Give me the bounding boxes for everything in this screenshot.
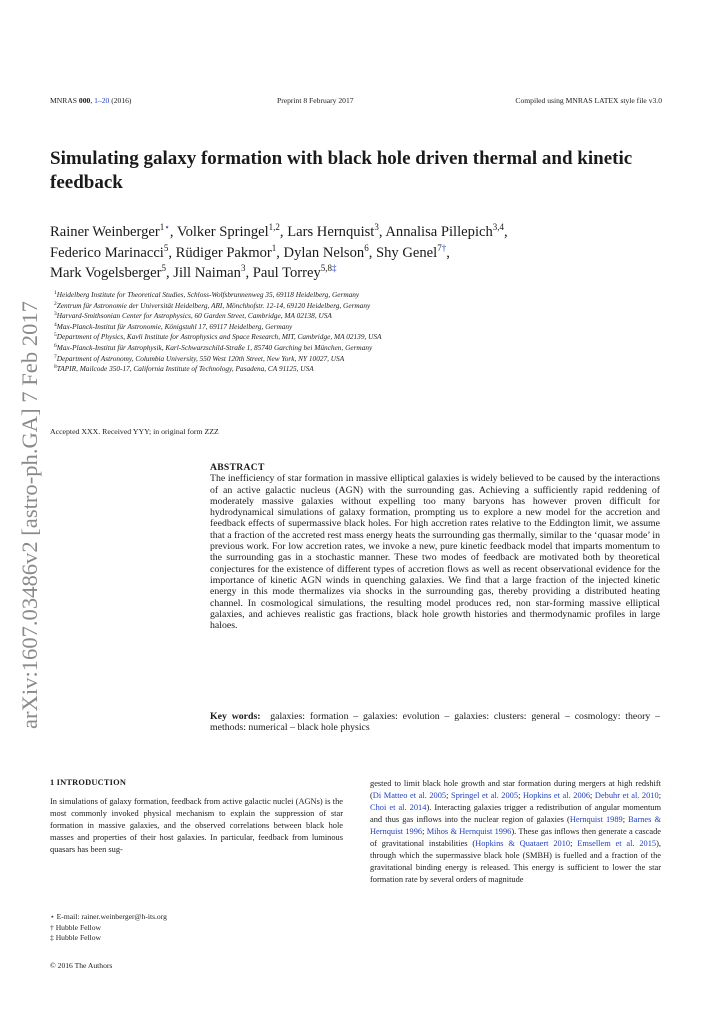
- affiliation-item: $^2$Zentrum für Astronomie der Universität Heidelberg, ARI, Mönchhofstr. 12-14, 69120 Heidelberg, Germany: [54, 300, 371, 310]
- intro-column-right: gested to limit black hole growth and star formation during mergers at high redshift (Di Matteo et al. 2005; Springel et al. 2005; Hopkins et al. 2006; Debuhr et al. 2010; Choi et al. 2014). Interacting galaxies trigger a redistribution of angular momentum and thus gas inflows into the nuclear region of galaxies (Hernquist 1989; Barnes & Hernquist 1996; Mihos & Hernquist 1996). These gas inflows then generate a cascade of gravitational instabilities (Hopkins & Quataert 2010; Emsellem et al. 2015), through which the supermassive black hole (SMBH) is fuelled and a fraction of the gravitational binding energy is released. This energy is sufficient to lower the star formation rate by several orders of magnitude: [370, 779, 662, 884]
- author-list: Rainer Weinberger$^{1⋆}$, Volker Springel$^{1,2}$, Lars Hernquist$^3$, Annalisa Pillepich$^{3,4}$, Federico Marinacci$^5$, Rüdiger Pakmor$^1$, Dylan Nelson$^6$, Shy Genel$^{7\dagger}$, Mark Vogelsberger$^5$, Jill Naiman$^3$, Paul Torrey$^{5,8\ddagger}$: [50, 222, 508, 281]
- arxiv-stamp: arXiv:1607.03486v2 [astro-ph.GA] 7 Feb 2017: [17, 301, 42, 729]
- abstract-text: The inefficiency of star formation in massive elliptical galaxies is widely believed to be caused by the interactions of an active galactic nucleus (AGN) with the surrounding gas. Achieving a sufficiently rapid reddening of moderately massive galaxies without expelling too many baryons has however proven difficult for hydrodynamical simulations of galaxy formation, prompting us to explore a new model for the accretion and feedback effects of supermassive black holes. For high accretion rates relative to the Eddington limit, we assume that a fraction of the accreted rest mass energy heats the surrounding gas thermally, similar to the ‘quasar mode’ in previous work. For low accretion rates, we invoke a new, pure kinetic feedback model that imparts momentum to the surrounding gas in a stochastic manner. These two modes of feedback are motivated both by theoretical conjectures for the existence of different types of accretion flows as well as recent observational evidence for the importance of kinetic AGN winds in quenching galaxies. We find that a large fraction of the injected kinetic energy in this mode thermalizes via shocks in the surrounding gas, thereby providing a distributed heating channel. In cosmological simulations, the resulting model produces red, non star-forming massive elliptical galaxies, and achieves realistic gas fractions, black hole growth histories and thermodynamic profiles in large haloes.: [210, 473, 660, 632]
- author-name: Dylan Nelson$^6$: [283, 242, 369, 261]
- author-name: Annalisa Pillepich$^{3,4}$: [385, 222, 505, 240]
- abstract: [210, 462, 660, 631]
- keywords: [210, 711, 660, 734]
- affiliation-item: $^8$TAPIR, Mailcode 350-17, California Institute of Technology, Pasadena, CA 91125, USA: [54, 364, 314, 374]
- author-name: Volker Springel$^{1,2}$: [176, 222, 280, 240]
- footnote-item: † Hubble Fellow: [50, 922, 102, 932]
- section-heading: 1 INTRODUCTION: [50, 778, 127, 787]
- author-affil-mark: 1,2: [268, 222, 280, 232]
- author-footnote-mark[interactable]: ‡: [332, 263, 337, 273]
- citation-link[interactable]: Barnes & Hernquist 1996: [370, 815, 662, 836]
- citation-link[interactable]: Choi et al. 2014: [370, 803, 427, 812]
- author-name: Lars Hernquist$^3$: [287, 222, 379, 240]
- author-footnote-mark[interactable]: †: [441, 242, 447, 253]
- author-affil-mark: 7†: [437, 242, 447, 253]
- author-footnote-mark[interactable]: ⋆: [164, 222, 170, 232]
- author-name: Rainer Weinberger$^{1⋆}$: [50, 222, 170, 240]
- citation-link[interactable]: Springel et al. 2005: [451, 791, 519, 800]
- affiliation-item: $^7$Department of Astronomy, Columbia University, 550 West 120th Street, New York, NY 10027, USA: [54, 353, 345, 363]
- journal-citation: MNRAS 000, 1–20 (2016): [50, 96, 132, 105]
- citation-link[interactable]: Di Matteo et al. 2005: [372, 791, 447, 800]
- affiliation-list: [54, 290, 654, 375]
- author-name: Jill Naiman$^3$: [173, 263, 246, 281]
- affiliation-item: $^4$Max-Planck-Institut für Astronomie, Königstuhl 17, 69117 Heidelberg, Germany: [54, 321, 293, 331]
- author-affil-mark: 1⋆: [159, 222, 170, 232]
- page-range-link[interactable]: 1–20: [94, 96, 110, 105]
- intro-column-left: In simulations of galaxy formation, feedback from active galactic nuclei (AGNs) is the most commonly invoked physical mechanism to explain the suppression of star formation in massive galaxies, and the observed correlations between black hole masses and properties of their host galaxies. In particular, feedback from luminous quasars has been sug-: [50, 797, 343, 854]
- author-name: Rüdiger Pakmor$^1$: [175, 242, 277, 261]
- author-name: Mark Vogelsberger$^5$: [50, 263, 166, 281]
- author-affil-mark: 5,8‡: [320, 263, 337, 273]
- citation-link[interactable]: Emsellem et al. 2015: [577, 839, 657, 848]
- abstract-heading: ABSTRACT: [210, 462, 265, 473]
- author-affil-mark: 5: [161, 263, 166, 273]
- author-affil-mark: 3: [240, 263, 246, 273]
- keywords-label: Key words:: [210, 711, 261, 722]
- running-header: [50, 96, 662, 108]
- footnote-item: ‡ Hubble Fellow: [50, 933, 102, 942]
- citation-link[interactable]: Hopkins & Quataert 2010: [475, 839, 571, 848]
- author-affil-mark: 3,4: [492, 222, 505, 232]
- citation-link[interactable]: Mihos & Hernquist 1996: [426, 827, 512, 836]
- citation-link[interactable]: Debuhr et al. 2010: [594, 791, 659, 800]
- footnote-item: ⋆ E-mail: rainer.weinberger@h-its.org: [50, 912, 167, 921]
- footnotes: [50, 912, 330, 944]
- accepted-line: Accepted XXX. Received YYY; in original form ZZZ: [50, 427, 219, 436]
- affiliation-item: $^1$Heidelberg Institute for Theoretical Studies, Schloss-Wolfsbrunnenweg 35, 69118 Heidelberg, Germany: [54, 290, 360, 299]
- author-affil-mark: 3: [374, 222, 379, 232]
- preprint-date: Preprint 8 February 2017: [277, 96, 354, 105]
- affiliation-item: $^5$Department of Physics, Kavli Institute for Astrophysics and Space Research, MIT, Cambridge, MA 02139, USA: [54, 332, 382, 342]
- affiliation-item: $^3$Harvard-Smithsonian Center for Astrophysics, 60 Garden Street, Cambridge, MA 02138, USA: [54, 311, 332, 321]
- keywords-text: galaxies: formation – galaxies: evolution – galaxies: clusters: general – cosmology: theory – methods: numerical – black hole physics: [210, 711, 660, 734]
- citation-link[interactable]: Hernquist 1989: [569, 815, 623, 824]
- paper-title: Simulating galaxy formation with black hole driven thermal and kinetic feedback: [50, 148, 633, 193]
- author-affil-mark: 6: [364, 242, 369, 253]
- author-name: Paul Torrey$^{5,8\ddagger}$: [252, 263, 337, 281]
- author-affil-mark: 5: [163, 242, 169, 253]
- compiled-note: Compiled using MNRAS LATEX style file v3.0: [515, 96, 662, 105]
- citation-link[interactable]: Hopkins et al. 2006: [522, 791, 591, 800]
- author-name: Federico Marinacci$^5$: [50, 242, 169, 261]
- affiliation-item: $^6$Max-Planck-Institut für Astrophysik, Karl-Schwarzschild-Straße 1, 85740 Garching bei München, Germany: [54, 342, 373, 352]
- author-name: Shy Genel$^{7\dagger}$: [376, 242, 447, 261]
- copyright: © 2016 The Authors: [50, 961, 113, 970]
- author-affil-mark: 1: [271, 242, 277, 253]
